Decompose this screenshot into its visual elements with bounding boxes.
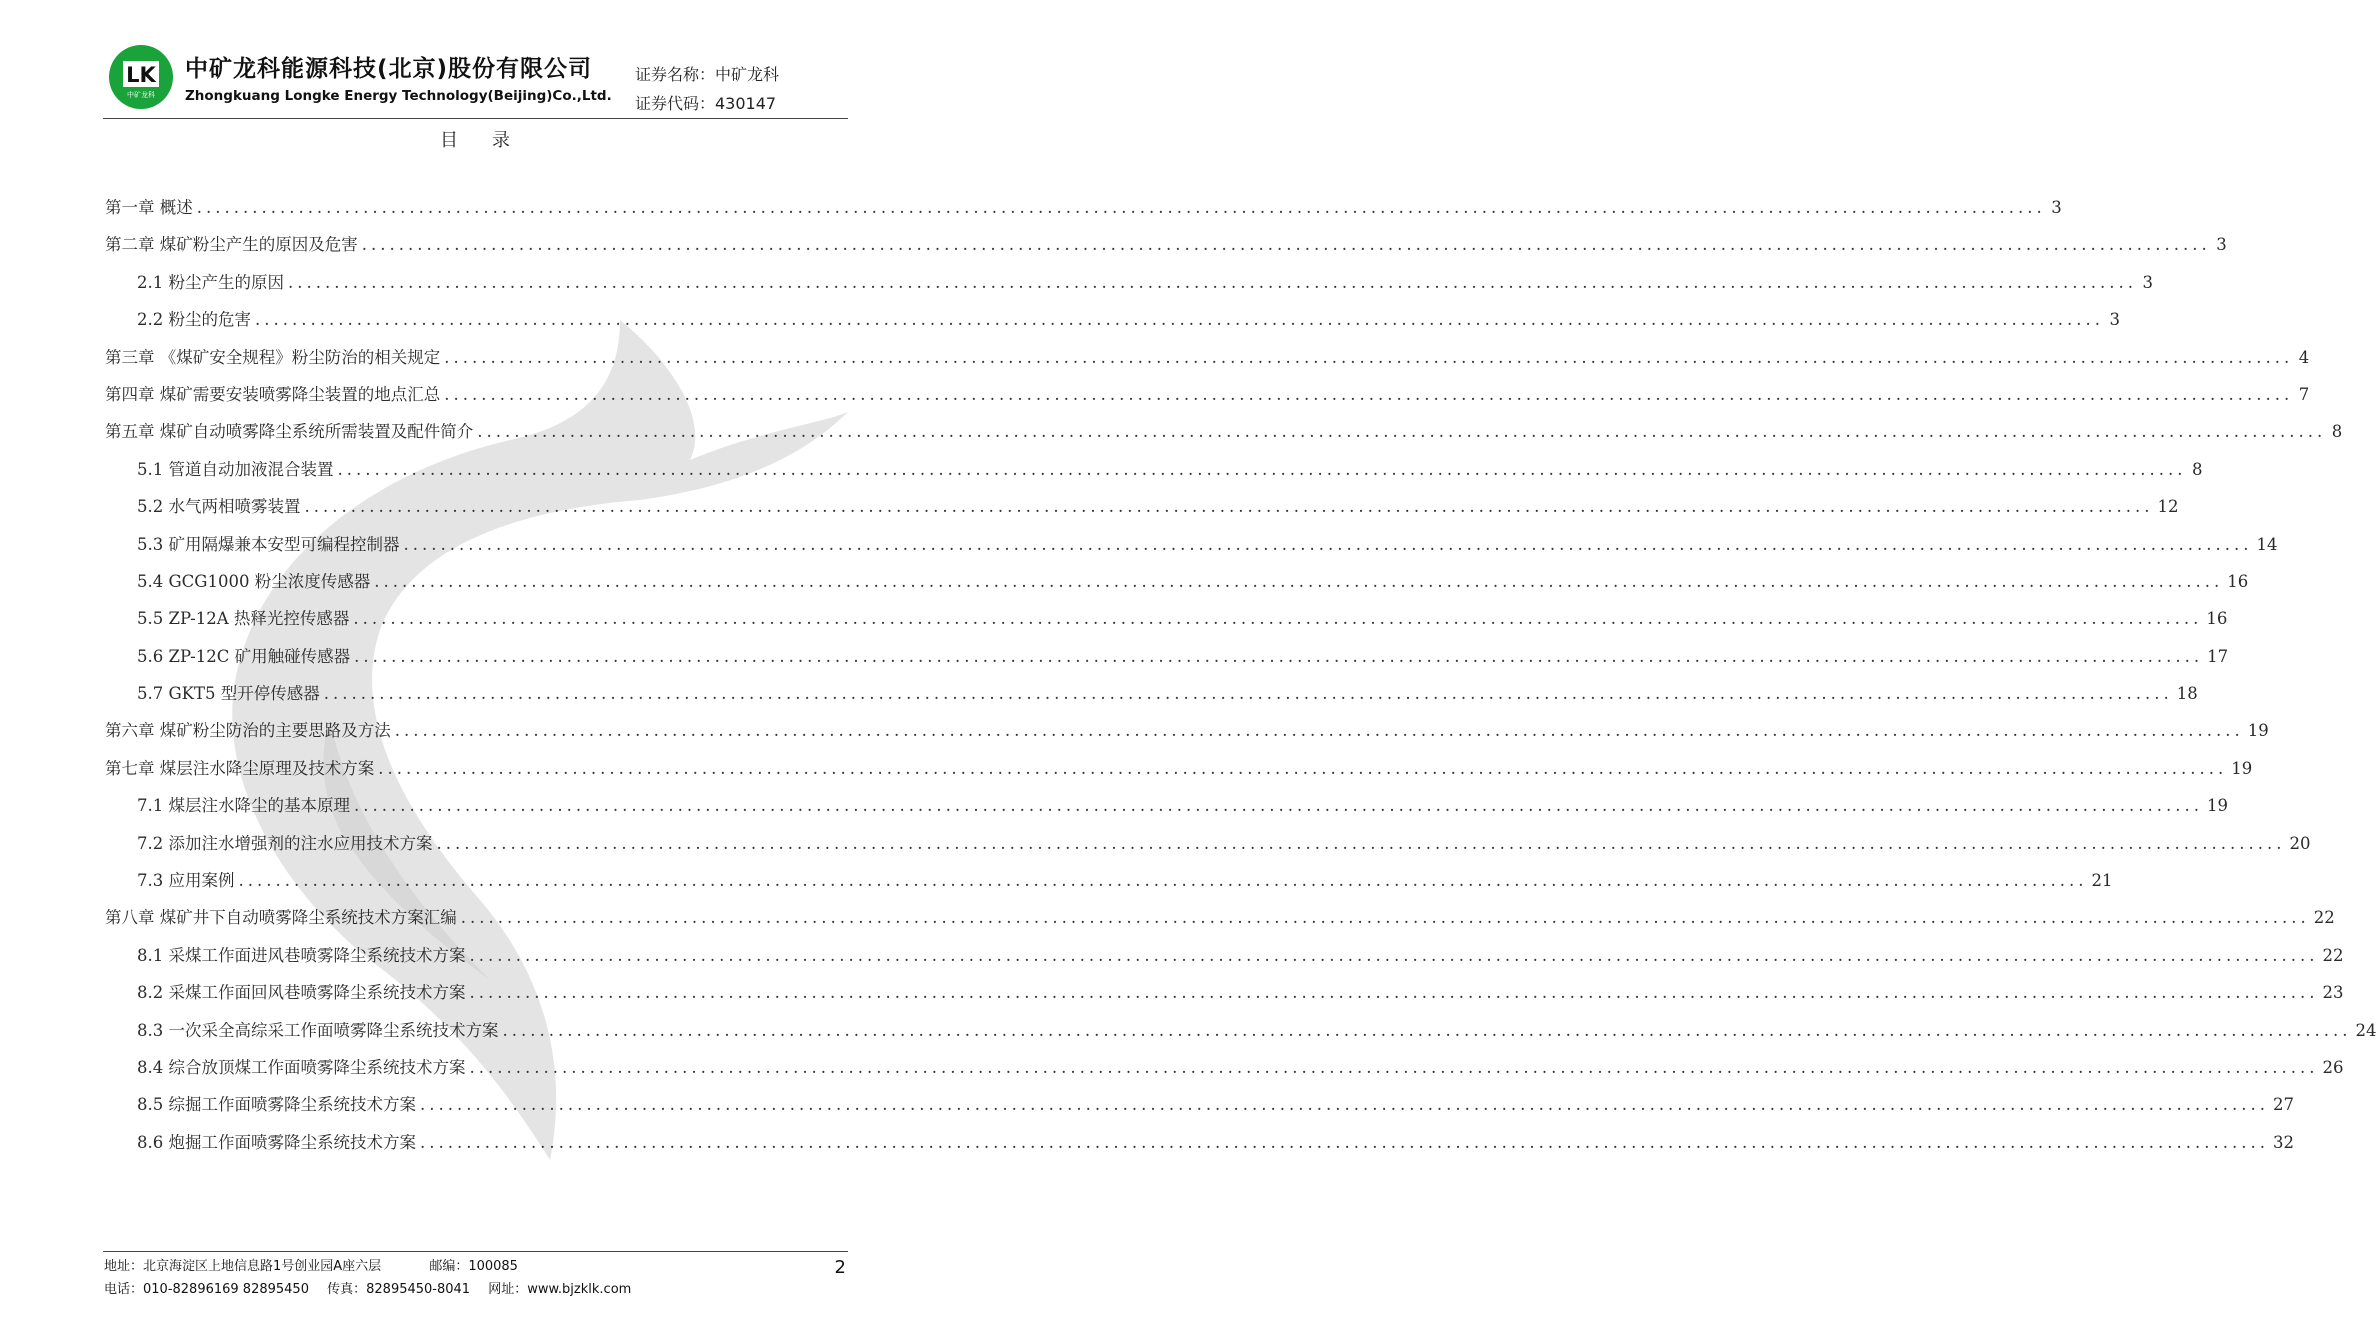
toc-entry-page: 17 [2207, 646, 2229, 666]
toc-entry-text: 8.3 一次采全高综采工作面喷雾降尘系统技术方案 [137, 1020, 499, 1040]
toc-leader-dots: ........................................................................................................................................................................................................ [374, 571, 2224, 591]
toc-entry[interactable] [105, 680, 2198, 717]
toc-entry[interactable] [105, 1017, 2376, 1054]
toc-leader-dots: ........................................................................................................................................................................................................ [420, 1095, 2269, 1115]
toc-entry-text: 8.2 采煤工作面回风巷喷雾降尘系统技术方案 [137, 983, 466, 1003]
toc-entry[interactable] [105, 1054, 2344, 1091]
page-number: 2 [834, 1257, 846, 1278]
logo-subtext: 中矿龙科 [127, 91, 155, 99]
toc-entry-page: 22 [2322, 945, 2344, 965]
toc-entry-text: 2.2 粉尘的危害 [137, 310, 251, 330]
toc-entry[interactable] [105, 830, 2311, 867]
toc-entry-page: 27 [2272, 1095, 2294, 1115]
footer-line-2 [104, 1278, 848, 1301]
toc-leader-dots: ........................................................................................................................................................................................................ [353, 609, 2203, 629]
toc-entry[interactable] [105, 755, 2253, 792]
logo-text: LK [126, 63, 156, 87]
toc-entry-page: 3 [2051, 198, 2062, 217]
toc-entry[interactable] [105, 194, 2062, 231]
footer-phone: 电话：010-82896169 82895450 [104, 1282, 309, 1297]
toc-entry-text: 第五章 煤矿自动喷雾降尘系统所需装置及配件简介 [105, 422, 474, 442]
toc-entry-text: 5.5 ZP-12A 热释光控传感器 [137, 609, 350, 629]
toc-leader-dots: ........................................................................................................................................................................................................ [361, 235, 2211, 255]
table-of-contents [105, 194, 2376, 1166]
page-footer [104, 1255, 848, 1301]
toc-leader-dots: ........................................................................................................................................................................................................ [255, 310, 2104, 330]
toc-entry-text: 5.6 ZP-12C 矿用触碰传感器 [137, 646, 351, 666]
toc-entry-text: 7.3 应用案例 [137, 871, 235, 891]
footer-divider [103, 1251, 848, 1252]
footer-fax: 传真：82895450-8041 [327, 1282, 471, 1297]
toc-leader-dots: ........................................................................................................................................................................................................ [469, 945, 2319, 965]
toc-entry-page: 16 [2206, 609, 2228, 629]
toc-entry-text: 8.6 炮掘工作面喷雾降尘系统技术方案 [137, 1132, 416, 1152]
footer-website: 网址：www.bjzklk.com [488, 1282, 632, 1297]
toc-entry-page: 3 [2216, 235, 2227, 255]
toc-entry-text: 8.5 综掘工作面喷雾降尘系统技术方案 [137, 1095, 416, 1115]
toc-entry[interactable] [105, 344, 2310, 381]
toc-entry-page: 26 [2322, 1057, 2344, 1077]
toc-leader-dots: ........................................................................................................................................................................................................ [394, 721, 2244, 741]
toc-entry[interactable] [105, 418, 2343, 455]
toc-entry-text: 第一章 概述 [105, 198, 193, 217]
toc-entry-page: 23 [2322, 983, 2344, 1003]
toc-entry-page: 4 [2298, 347, 2310, 367]
footer-line-1 [104, 1255, 848, 1278]
toc-leader-dots: ........................................................................................................................................................................................................ [502, 1020, 2352, 1040]
toc-entry[interactable] [105, 456, 2203, 493]
toc-entry-page: 18 [2176, 684, 2198, 704]
toc-entry-text: 第六章 煤矿粉尘防治的主要思路及方法 [105, 721, 391, 741]
toc-entry-text: 5.7 GKT5 型开停传感器 [137, 684, 320, 704]
toc-entry[interactable] [105, 531, 2278, 568]
header-divider [103, 118, 848, 119]
toc-entry[interactable] [105, 643, 2229, 680]
toc-entry-page: 14 [2256, 534, 2278, 554]
toc-leader-dots: ........................................................................................................................................................................................................ [354, 646, 2204, 666]
toc-leader-dots: ........................................................................................................................................................................................................ [469, 1057, 2319, 1077]
toc-entry-page: 19 [2247, 721, 2269, 741]
toc-entry[interactable] [105, 568, 2249, 605]
toc-entry[interactable] [105, 306, 2120, 343]
toc-entry[interactable] [105, 269, 2153, 306]
toc-entry-text: 5.2 水气两相喷雾装置 [137, 497, 301, 517]
toc-entry-page: 22 [2313, 908, 2335, 928]
toc-entry[interactable] [105, 1091, 2294, 1128]
toc-entry-text: 第二章 煤矿粉尘产生的原因及危害 [105, 235, 358, 255]
toc-entry[interactable] [105, 717, 2269, 754]
toc-entry[interactable] [105, 867, 2113, 904]
toc-leader-dots: ........................................................................................................................................................................................................ [304, 497, 2154, 517]
toc-entry-text: 第四章 煤矿需要安装喷雾降尘装置的地点汇总 [105, 384, 441, 404]
toc-entry-page: 20 [2289, 833, 2311, 853]
toc-entry-text: 第八章 煤矿井下自动喷雾降尘系统技术方案汇编 [105, 908, 457, 928]
toc-entry[interactable] [105, 381, 2310, 418]
toc-leader-dots: ........................................................................................................................................................................................................ [354, 796, 2203, 816]
toc-entry[interactable] [105, 979, 2344, 1016]
toc-leader-dots: ........................................................................................................................................................................................................ [460, 908, 2310, 928]
footer-postcode: 邮编：100085 [429, 1259, 518, 1274]
toc-entry-text: 8.1 采煤工作面进风巷喷雾降尘系统技术方案 [137, 945, 466, 965]
company-name-en: Zhongkuang Longke Energy Technology(Beijing)Co.,Ltd. [185, 88, 612, 104]
toc-leader-dots: ........................................................................................................................................................................................................ [444, 347, 2294, 367]
toc-leader-dots: ........................................................................................................................................................................................................ [477, 422, 2327, 442]
toc-entry[interactable] [105, 493, 2179, 530]
toc-entry-text: 5.1 管道自动加液混合装置 [137, 459, 334, 479]
toc-entry-text: 2.1 粉尘产生的原因 [137, 272, 284, 292]
toc-entry-text: 第三章 《煤矿安全规程》粉尘防治的相关规定 [105, 347, 441, 367]
toc-entry-text: 5.4 GCG1000 粉尘浓度传感器 [137, 571, 371, 591]
toc-entry[interactable] [105, 904, 2335, 941]
toc-leader-dots: ........................................................................................................................................................................................................ [288, 272, 2137, 292]
toc-entry-page: 19 [2231, 758, 2253, 778]
stock-name: 证券名称：中矿龙科 [635, 65, 780, 84]
toc-leader-dots: ........................................................................................................................................................................................................ [323, 684, 2173, 704]
toc-entry-text: 8.4 综合放顶煤工作面喷雾降尘系统技术方案 [137, 1057, 466, 1077]
toc-leader-dots: ........................................................................................................................................................................................................ [337, 459, 2187, 479]
toc-entry[interactable] [105, 231, 2227, 268]
toc-title: 目录 [440, 130, 544, 151]
toc-entry-text: 5.3 矿用隔爆兼本安型可编程控制器 [137, 534, 400, 554]
toc-entry[interactable] [105, 605, 2228, 642]
toc-entry-page: 8 [2191, 459, 2203, 479]
toc-entry[interactable] [105, 942, 2344, 979]
toc-entry-page: 7 [2298, 384, 2310, 404]
toc-entry-page: 16 [2227, 571, 2249, 591]
toc-leader-dots: ........................................................................................................................................................................................................ [444, 384, 2294, 404]
company-logo-icon [108, 44, 174, 110]
toc-leader-dots: ........................................................................................................................................................................................................ [196, 198, 2046, 217]
toc-entry[interactable] [105, 792, 2228, 829]
page-header [103, 40, 848, 118]
toc-leader-dots: ........................................................................................................................................................................................................ [436, 833, 2286, 853]
toc-entry-text: 7.1 煤层注水降尘的基本原理 [137, 796, 350, 816]
footer-address: 地址：北京海淀区上地信息路1号创业园A座六层 [104, 1259, 382, 1274]
toc-leader-dots: ........................................................................................................................................................................................................ [238, 871, 2088, 891]
toc-entry-text: 7.2 添加注水增强剂的注水应用技术方案 [137, 833, 433, 853]
company-name-cn: 中矿龙科能源科技(北京)股份有限公司 [185, 56, 593, 82]
toc-entry-page: 21 [2091, 871, 2113, 891]
toc-leader-dots: ........................................................................................................................................................................................................ [420, 1132, 2269, 1152]
toc-entry[interactable] [105, 1129, 2294, 1166]
stock-code: 证券代码：430147 [635, 94, 777, 113]
toc-entry-text: 第七章 煤层注水降尘原理及技术方案 [105, 758, 375, 778]
toc-entry-page: 8 [2331, 422, 2343, 442]
toc-entry-page: 24 [2355, 1020, 2376, 1040]
toc-entry-page: 3 [2109, 310, 2120, 330]
toc-entry-page: 12 [2157, 497, 2179, 517]
toc-leader-dots: ........................................................................................................................................................................................................ [378, 758, 2228, 778]
toc-entry-page: 3 [2142, 272, 2153, 292]
toc-leader-dots: ........................................................................................................................................................................................................ [469, 983, 2319, 1003]
toc-leader-dots: ........................................................................................................................................................................................................ [403, 534, 2253, 554]
toc-entry-page: 32 [2272, 1132, 2294, 1152]
toc-entry-page: 19 [2206, 796, 2228, 816]
